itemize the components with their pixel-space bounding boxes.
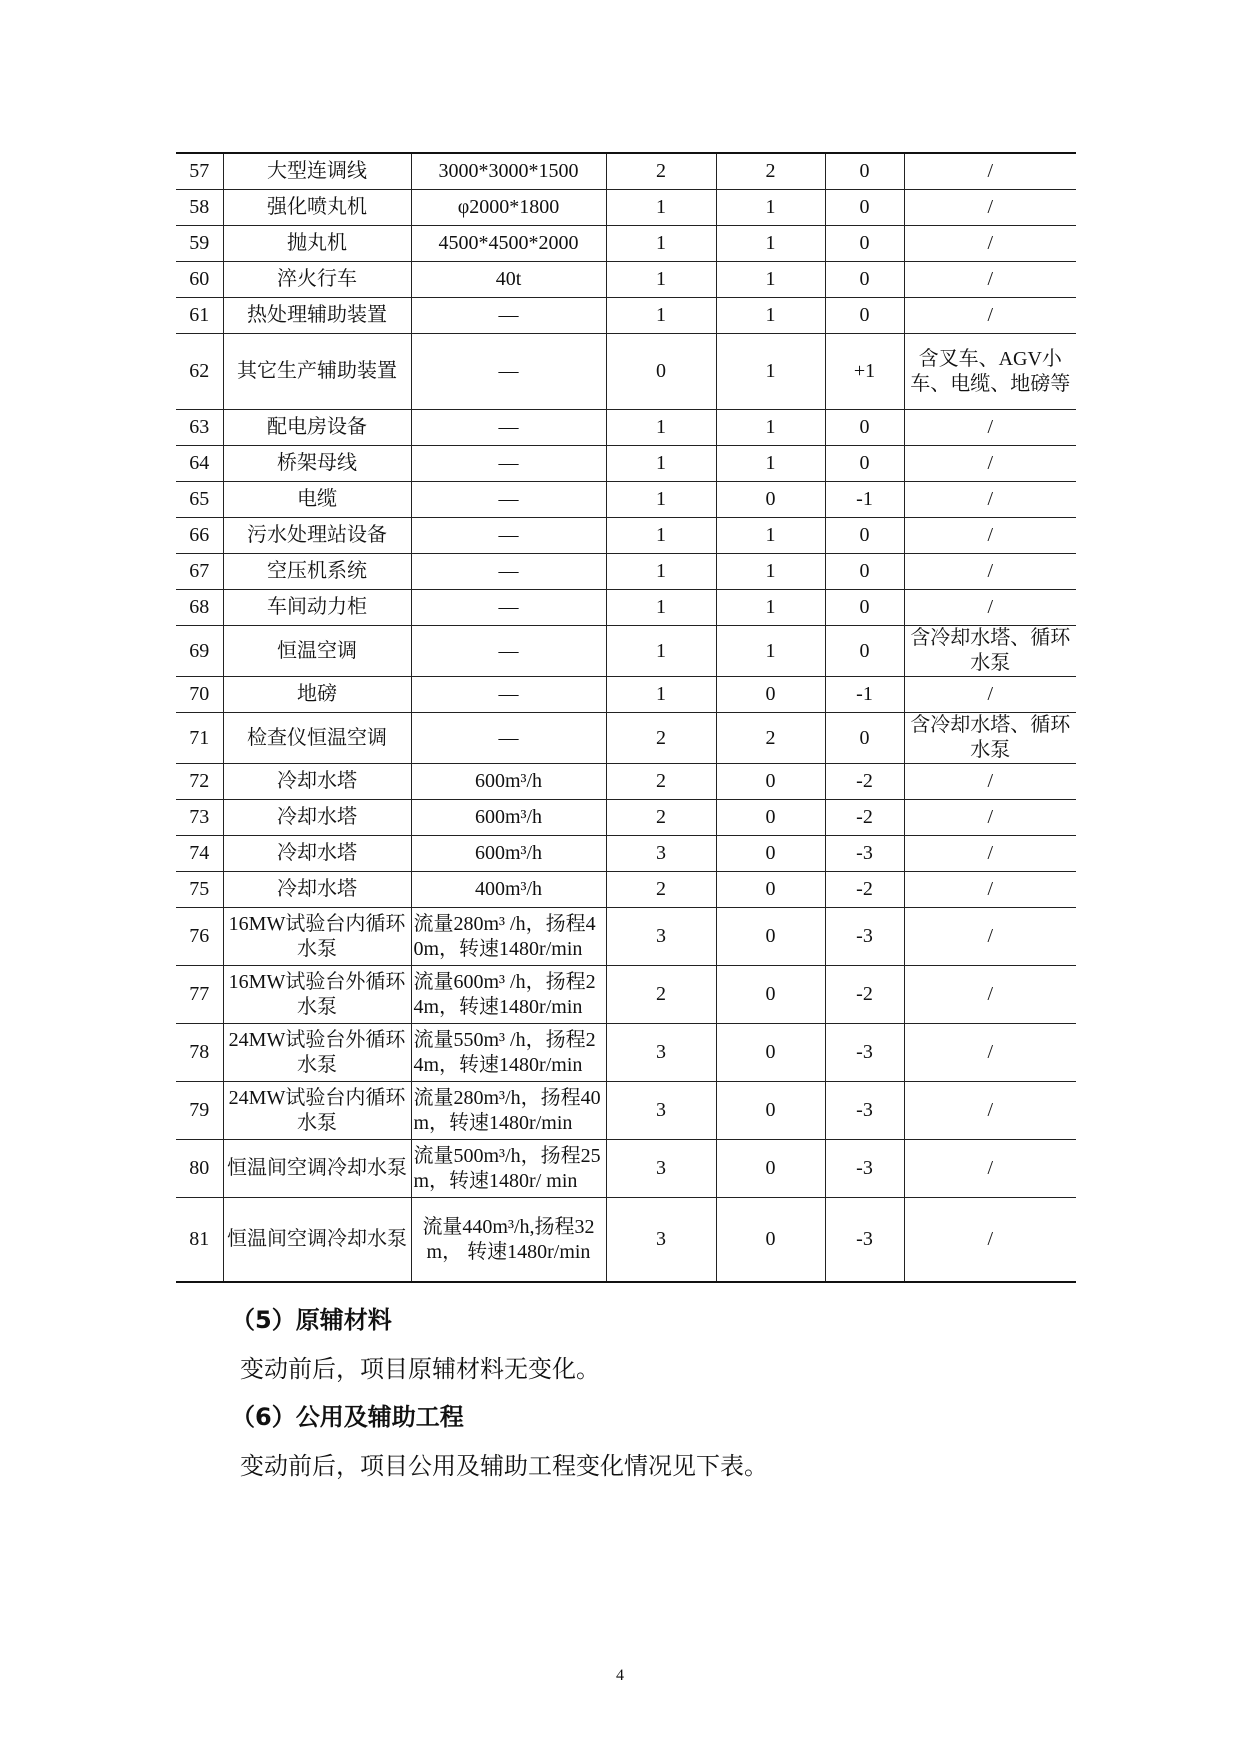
quantity-change-cell: 0 — [825, 262, 904, 298]
quantity-before-cell: 1 — [606, 554, 716, 590]
quantity-after-cell: 1 — [716, 626, 825, 677]
row-number-cell: 66 — [176, 518, 223, 554]
quantity-before-cell: 1 — [606, 677, 716, 713]
remark-cell: / — [904, 908, 1076, 966]
quantity-before-cell: 1 — [606, 190, 716, 226]
table-row — [176, 554, 1076, 590]
specification-cell: 600m³/h — [411, 800, 606, 836]
row-number-cell: 58 — [176, 190, 223, 226]
specification-cell: — — [411, 518, 606, 554]
specification-cell: — — [411, 446, 606, 482]
quantity-after-cell: 1 — [716, 554, 825, 590]
raw-materials-text: 变动前后，项目原辅材料无变化。 — [240, 1355, 600, 1383]
table-row — [176, 226, 1076, 262]
quantity-after-cell: 0 — [716, 1140, 825, 1198]
quantity-change-cell: -3 — [825, 1082, 904, 1140]
remark-cell: / — [904, 410, 1076, 446]
table-row — [176, 482, 1076, 518]
specification-cell: 流量280m³/h，扬程40m，转速1480r/min — [411, 1082, 606, 1140]
quantity-change-cell: 0 — [825, 590, 904, 626]
remark-cell: / — [904, 1024, 1076, 1082]
equipment-name-cell: 恒温空调 — [223, 626, 411, 677]
equipment-name-cell: 抛丸机 — [223, 226, 411, 262]
row-number-cell: 76 — [176, 908, 223, 966]
quantity-after-cell: 1 — [716, 410, 825, 446]
quantity-before-cell: 1 — [606, 410, 716, 446]
table-row — [176, 590, 1076, 626]
table-row — [176, 908, 1076, 966]
table-row — [176, 836, 1076, 872]
remark-cell: / — [904, 482, 1076, 518]
equipment-name-cell: 淬火行车 — [223, 262, 411, 298]
specification-cell: 流量500m³/h，扬程25m，转速1480r/ min — [411, 1140, 606, 1198]
table-row — [176, 153, 1076, 190]
row-number-cell: 74 — [176, 836, 223, 872]
equipment-table-container — [176, 152, 1076, 1283]
equipment-name-cell: 冷却水塔 — [223, 836, 411, 872]
remark-cell: / — [904, 226, 1076, 262]
remark-cell: / — [904, 518, 1076, 554]
equipment-name-cell: 24MW试验台内循环水泵 — [223, 1082, 411, 1140]
quantity-after-cell: 0 — [716, 800, 825, 836]
remark-cell: / — [904, 262, 1076, 298]
quantity-after-cell: 0 — [716, 1024, 825, 1082]
equipment-name-cell: 地磅 — [223, 677, 411, 713]
quantity-after-cell: 1 — [716, 446, 825, 482]
utilities-text: 变动前后，项目公用及辅助工程变化情况见下表。 — [240, 1452, 768, 1480]
row-number-cell: 78 — [176, 1024, 223, 1082]
quantity-after-cell: 0 — [716, 764, 825, 800]
quantity-before-cell: 3 — [606, 1140, 716, 1198]
specification-cell: 流量600m³ /h，扬程24m，转速1480r/min — [411, 966, 606, 1024]
specification-cell: — — [411, 626, 606, 677]
specification-cell: 4500*4500*2000 — [411, 226, 606, 262]
specification-cell: — — [411, 590, 606, 626]
equipment-name-cell: 冷却水塔 — [223, 872, 411, 908]
row-number-cell: 60 — [176, 262, 223, 298]
quantity-before-cell: 1 — [606, 262, 716, 298]
quantity-before-cell: 1 — [606, 226, 716, 262]
specification-cell: 600m³/h — [411, 836, 606, 872]
row-number-cell: 67 — [176, 554, 223, 590]
row-number-cell: 59 — [176, 226, 223, 262]
equipment-table-body — [176, 153, 1076, 1282]
equipment-name-cell: 恒温间空调冷却水泵 — [223, 1140, 411, 1198]
table-row — [176, 677, 1076, 713]
quantity-after-cell: 1 — [716, 226, 825, 262]
quantity-after-cell: 1 — [716, 298, 825, 334]
raw-materials-heading: （5）原辅材料 — [231, 1306, 392, 1334]
remark-cell: / — [904, 872, 1076, 908]
remark-cell: 含叉车、AGV小车、电缆、地磅等 — [904, 334, 1076, 410]
row-number-cell: 68 — [176, 590, 223, 626]
table-row — [176, 262, 1076, 298]
row-number-cell: 81 — [176, 1198, 223, 1283]
quantity-before-cell: 2 — [606, 800, 716, 836]
equipment-name-cell: 其它生产辅助装置 — [223, 334, 411, 410]
specification-cell: 流量280m³ /h，扬程40m，转速1480r/min — [411, 908, 606, 966]
quantity-before-cell: 0 — [606, 334, 716, 410]
remark-cell: / — [904, 836, 1076, 872]
remark-cell: / — [904, 298, 1076, 334]
quantity-change-cell: 0 — [825, 153, 904, 190]
specification-cell: φ2000*1800 — [411, 190, 606, 226]
quantity-after-cell: 0 — [716, 872, 825, 908]
equipment-name-cell: 强化喷丸机 — [223, 190, 411, 226]
quantity-before-cell: 1 — [606, 482, 716, 518]
remark-cell: / — [904, 554, 1076, 590]
quantity-change-cell: -2 — [825, 800, 904, 836]
equipment-name-cell: 24MW试验台外循环水泵 — [223, 1024, 411, 1082]
equipment-name-cell: 空压机系统 — [223, 554, 411, 590]
table-row — [176, 800, 1076, 836]
row-number-cell: 77 — [176, 966, 223, 1024]
quantity-change-cell: 0 — [825, 626, 904, 677]
quantity-after-cell: 0 — [716, 482, 825, 518]
table-row — [176, 1140, 1076, 1198]
quantity-change-cell: 0 — [825, 554, 904, 590]
specification-cell: 400m³/h — [411, 872, 606, 908]
quantity-after-cell: 1 — [716, 518, 825, 554]
remark-cell: / — [904, 764, 1076, 800]
quantity-change-cell: -3 — [825, 1198, 904, 1283]
quantity-change-cell: -3 — [825, 836, 904, 872]
quantity-change-cell: -2 — [825, 966, 904, 1024]
quantity-change-cell: 0 — [825, 298, 904, 334]
page-number: 4 — [616, 1667, 624, 1684]
table-row — [176, 713, 1076, 764]
table-row — [176, 872, 1076, 908]
row-number-cell: 80 — [176, 1140, 223, 1198]
quantity-before-cell: 3 — [606, 908, 716, 966]
quantity-before-cell: 2 — [606, 764, 716, 800]
table-row — [176, 1024, 1076, 1082]
table-row — [176, 966, 1076, 1024]
quantity-after-cell: 1 — [716, 190, 825, 226]
table-row — [176, 764, 1076, 800]
quantity-change-cell: 0 — [825, 226, 904, 262]
quantity-before-cell: 3 — [606, 836, 716, 872]
specification-cell: 流量440m³/h,扬程32m， 转速1480r/min — [411, 1198, 606, 1283]
table-row — [176, 334, 1076, 410]
remark-cell: / — [904, 800, 1076, 836]
equipment-name-cell: 16MW试验台内循环水泵 — [223, 908, 411, 966]
specification-cell: — — [411, 410, 606, 446]
table-row — [176, 1082, 1076, 1140]
quantity-after-cell: 0 — [716, 677, 825, 713]
remark-cell: / — [904, 446, 1076, 482]
remark-cell: / — [904, 1082, 1076, 1140]
remark-cell: / — [904, 677, 1076, 713]
quantity-before-cell: 1 — [606, 446, 716, 482]
row-number-cell: 65 — [176, 482, 223, 518]
remark-cell: / — [904, 966, 1076, 1024]
quantity-before-cell: 1 — [606, 590, 716, 626]
equipment-name-cell: 配电房设备 — [223, 410, 411, 446]
quantity-change-cell: 0 — [825, 190, 904, 226]
row-number-cell: 69 — [176, 626, 223, 677]
quantity-after-cell: 1 — [716, 590, 825, 626]
quantity-change-cell: -3 — [825, 1024, 904, 1082]
quantity-change-cell: 0 — [825, 518, 904, 554]
quantity-change-cell: 0 — [825, 410, 904, 446]
table-row — [176, 298, 1076, 334]
row-number-cell: 70 — [176, 677, 223, 713]
row-number-cell: 71 — [176, 713, 223, 764]
specification-cell: — — [411, 334, 606, 410]
quantity-before-cell: 3 — [606, 1082, 716, 1140]
quantity-after-cell: 1 — [716, 334, 825, 410]
quantity-before-cell: 1 — [606, 518, 716, 554]
remark-cell: 含冷却水塔、循环水泵 — [904, 713, 1076, 764]
quantity-after-cell: 0 — [716, 1198, 825, 1283]
quantity-after-cell: 0 — [716, 966, 825, 1024]
specification-cell: 40t — [411, 262, 606, 298]
equipment-name-cell: 恒温间空调冷却水泵 — [223, 1198, 411, 1283]
quantity-change-cell: -2 — [825, 764, 904, 800]
equipment-name-cell: 检查仪恒温空调 — [223, 713, 411, 764]
quantity-change-cell: -1 — [825, 482, 904, 518]
quantity-before-cell: 2 — [606, 713, 716, 764]
specification-cell: — — [411, 713, 606, 764]
quantity-change-cell: -3 — [825, 1140, 904, 1198]
row-number-cell: 61 — [176, 298, 223, 334]
row-number-cell: 64 — [176, 446, 223, 482]
specification-cell: — — [411, 677, 606, 713]
equipment-name-cell: 大型连调线 — [223, 153, 411, 190]
quantity-change-cell: -1 — [825, 677, 904, 713]
equipment-name-cell: 冷却水塔 — [223, 764, 411, 800]
quantity-change-cell: -3 — [825, 908, 904, 966]
quantity-after-cell: 0 — [716, 836, 825, 872]
quantity-before-cell: 2 — [606, 966, 716, 1024]
quantity-after-cell: 0 — [716, 908, 825, 966]
equipment-name-cell: 电缆 — [223, 482, 411, 518]
equipment-name-cell: 桥架母线 — [223, 446, 411, 482]
row-number-cell: 79 — [176, 1082, 223, 1140]
row-number-cell: 62 — [176, 334, 223, 410]
table-row — [176, 1198, 1076, 1283]
equipment-name-cell: 16MW试验台外循环水泵 — [223, 966, 411, 1024]
quantity-change-cell: -2 — [825, 872, 904, 908]
quantity-change-cell: +1 — [825, 334, 904, 410]
specification-cell: — — [411, 298, 606, 334]
remark-cell: / — [904, 1198, 1076, 1283]
equipment-name-cell: 污水处理站设备 — [223, 518, 411, 554]
quantity-change-cell: 0 — [825, 446, 904, 482]
table-row — [176, 410, 1076, 446]
quantity-before-cell: 3 — [606, 1198, 716, 1283]
specification-cell: 600m³/h — [411, 764, 606, 800]
row-number-cell: 75 — [176, 872, 223, 908]
specification-cell: 流量550m³ /h，扬程24m，转速1480r/min — [411, 1024, 606, 1082]
specification-cell: — — [411, 554, 606, 590]
table-row — [176, 518, 1076, 554]
table-row — [176, 626, 1076, 677]
remark-cell: / — [904, 190, 1076, 226]
equipment-name-cell: 冷却水塔 — [223, 800, 411, 836]
remark-cell: / — [904, 590, 1076, 626]
remark-cell: / — [904, 1140, 1076, 1198]
quantity-after-cell: 0 — [716, 1082, 825, 1140]
quantity-before-cell: 2 — [606, 872, 716, 908]
table-row — [176, 190, 1076, 226]
utilities-heading: （6）公用及辅助工程 — [231, 1403, 464, 1431]
remark-cell: 含冷却水塔、循环水泵 — [904, 626, 1076, 677]
quantity-before-cell: 1 — [606, 626, 716, 677]
quantity-after-cell: 1 — [716, 262, 825, 298]
specification-cell: — — [411, 482, 606, 518]
row-number-cell: 57 — [176, 153, 223, 190]
remark-cell: / — [904, 153, 1076, 190]
row-number-cell: 63 — [176, 410, 223, 446]
quantity-change-cell: 0 — [825, 713, 904, 764]
row-number-cell: 73 — [176, 800, 223, 836]
specification-cell: 3000*3000*1500 — [411, 153, 606, 190]
quantity-after-cell: 2 — [716, 713, 825, 764]
quantity-before-cell: 3 — [606, 1024, 716, 1082]
quantity-before-cell: 2 — [606, 153, 716, 190]
quantity-before-cell: 1 — [606, 298, 716, 334]
equipment-name-cell: 热处理辅助装置 — [223, 298, 411, 334]
equipment-table — [176, 152, 1076, 1283]
row-number-cell: 72 — [176, 764, 223, 800]
table-row — [176, 446, 1076, 482]
equipment-name-cell: 车间动力柜 — [223, 590, 411, 626]
quantity-after-cell: 2 — [716, 153, 825, 190]
